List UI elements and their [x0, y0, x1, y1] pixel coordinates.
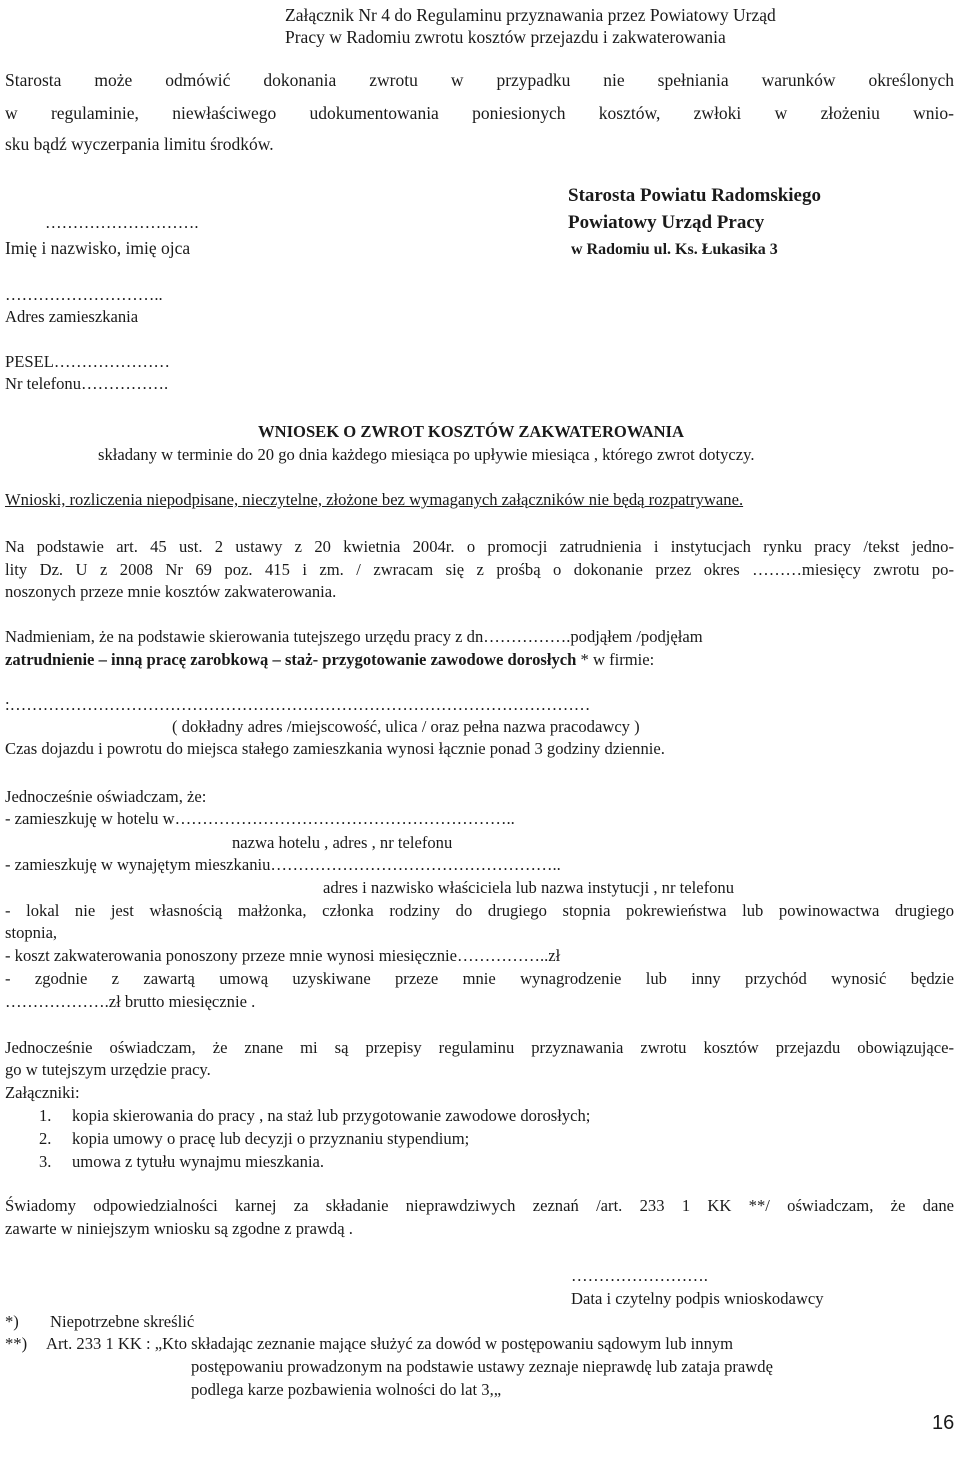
recipient-line-2: Powiatowy Urząd Pracy: [568, 212, 765, 233]
intro-line-3: sku bądź wyczerpania limitu środków.: [5, 134, 274, 154]
commute-statement: Czas dojazdu i powrotu do miejsca stałego zamieszkania wynosi łącznie ponad 3 godziny dziennie.: [5, 739, 665, 758]
annex-line-2: Pracy w Radomiu zwrotu kosztów przejazdu i zakwaterowania: [285, 27, 726, 47]
rented-field: - zamieszkuję w wynajętym mieszkaniu……………………………………………..: [5, 855, 561, 874]
signature-dots: …………………….: [571, 1266, 708, 1285]
form-title: WNIOSEK O ZWROT KOSZTÓW ZAKWATEROWANIA: [258, 422, 684, 441]
form-subtitle: składany w terminie do 20 go dnia każdego miesiąca po upływie miesiąca , którego zwrot dotyczy.: [98, 445, 755, 464]
footnote-2-line-1: Art. 233 1 KK : „Kto składając zeznanie mające służyć za dowód w postępowaniu sądowym lub innym: [46, 1334, 734, 1353]
footnote-1-mark: *): [5, 1312, 19, 1331]
footnote-2-mark: **): [5, 1334, 28, 1353]
basis-line-3: noszonych przeze mnie kosztów zakwaterowania.: [5, 582, 337, 601]
property-line-1: - lokal nie jest własnością małżonka, członka rodziny do drugiego stopnia pokrewieństwa lub powinowactwa drugiego: [5, 901, 954, 920]
cost-field: - koszt zakwaterowania ponoszony przeze mnie wynosi miesięcznie……………..zł: [5, 946, 561, 965]
intro-line-1: Starosta może odmówić dokonania zwrotu w przypadku nie spełniania warunków określonych: [5, 70, 954, 90]
attachment-item: 2. kopia umowy o pracę lub decyzji o przyznaniu stypendium;: [39, 1129, 470, 1148]
footnote-2-line-2: postępowaniu prowadzonym na podstawie ustawy zeznaje nieprawdę lub zataja prawdę: [191, 1357, 773, 1376]
income-line-1: - zgodnie z zawartą umową uzyskiwane przeze mnie wynagrodzenie lub inny przychód wynosić będzie: [5, 969, 954, 988]
regulations-line-2: go w tutejszym urzędzie pracy.: [5, 1060, 211, 1079]
employment-line-1: Nadmieniam, że na podstawie skierowania tutejszego urzędu pracy z dn…………….podjąłem /podjęłam: [5, 627, 703, 646]
income-line-2: ……………….zł brutto miesięcznie .: [5, 992, 256, 1011]
address-field-dots: ………………………..: [5, 285, 163, 304]
employment-line-2: [5, 649, 654, 670]
employment-type-options: zatrudnienie – inną pracę zarobkową – staż- przygotowanie zawodowe dorosłych: [5, 650, 577, 669]
rented-field-label: adres i nazwisko właściciela lub nazwa instytucji , nr telefonu: [323, 878, 735, 897]
employer-field-label: ( dokładny adres /miejscowość, ulica / oraz pełna nazwa pracodawcy ): [172, 717, 640, 736]
warning-note: Wnioski, rozliczenia niepodpisane, nieczytelne, złożone bez wymaganych załączników nie będą rozpatrywane.: [5, 490, 744, 509]
pesel-field: PESEL…………………: [5, 352, 171, 371]
hotel-field-label: nazwa hotelu , adres , nr telefonu: [232, 833, 453, 852]
property-line-2: stopnia,: [5, 923, 58, 942]
intro-line-2: w regulaminie, niewłaściwego udokumentowania poniesionych kosztów, zwłoki w złożeniu wnio-: [5, 103, 954, 123]
footnote-1-text: Niepotrzebne skreślić: [50, 1312, 195, 1331]
phone-field: Nr telefonu…………….: [5, 374, 169, 393]
regulations-line-1: Jednocześnie oświadczam, że znane mi są przepisy regulaminu przyznawania zwrotu kosztów przejazdu obowiązujące-: [5, 1038, 954, 1057]
employer-field-dots: :……………………………………………………………………………………………: [5, 695, 591, 714]
name-field-label: Imię i nazwisko, imię ojca: [5, 238, 191, 258]
basis-line-2: lity Dz. U z 2008 Nr 69 poz. 415 i zm. / zwracam się z prośbą o dokonanie przez okres ………miesięcy zwrotu po-: [5, 560, 954, 579]
declaration-intro: Jednocześnie oświadczam, że:: [5, 787, 207, 806]
recipient-line-1: Starosta Powiatu Radomskiego: [568, 185, 821, 206]
page-number: 16: [932, 1412, 955, 1434]
footnote-2-line-3: podlega karze pozbawienia wolności do lat 3,„: [191, 1380, 502, 1399]
recipient-line-3: w Radomiu ul. Ks. Łukasika 3: [571, 241, 778, 258]
address-field-label: Adres zamieszkania: [5, 307, 139, 326]
attachments-label: Załączniki:: [5, 1083, 80, 1102]
liability-line-2: zawarte w niniejszym wniosku są zgodne z prawdą .: [5, 1219, 353, 1238]
basis-line-1: Na podstawie art. 45 ust. 2 ustawy z 20 kwietnia 2004r. o promocji zatrudnienia i instytucjach rynku pracy /tekst jedno-: [5, 537, 954, 556]
attachment-item: 3. umowa z tytułu wynajmu mieszkania.: [39, 1152, 325, 1171]
annex-line-1: Załącznik Nr 4 do Regulaminu przyznawania przez Powiatowy Urząd: [285, 5, 776, 25]
name-field-dots: ……………………….: [45, 213, 199, 232]
attachment-item: 1. kopia skierowania do pracy , na staż lub przygotowanie zawodowe dorosłych;: [39, 1106, 591, 1125]
employment-firm-label: * w firmie:: [576, 650, 655, 669]
signature-label: Data i czytelny podpis wnioskodawcy: [571, 1289, 824, 1308]
hotel-field: - zamieszkuję w hotelu w……………………………………………………..: [5, 809, 515, 828]
attachments-list: [5, 1105, 590, 1174]
liability-line-1: Świadomy odpowiedzialności karnej za składanie nieprawdziwych zeznań /art. 233 1 KK **/ oświadczam, że dane: [5, 1196, 954, 1215]
